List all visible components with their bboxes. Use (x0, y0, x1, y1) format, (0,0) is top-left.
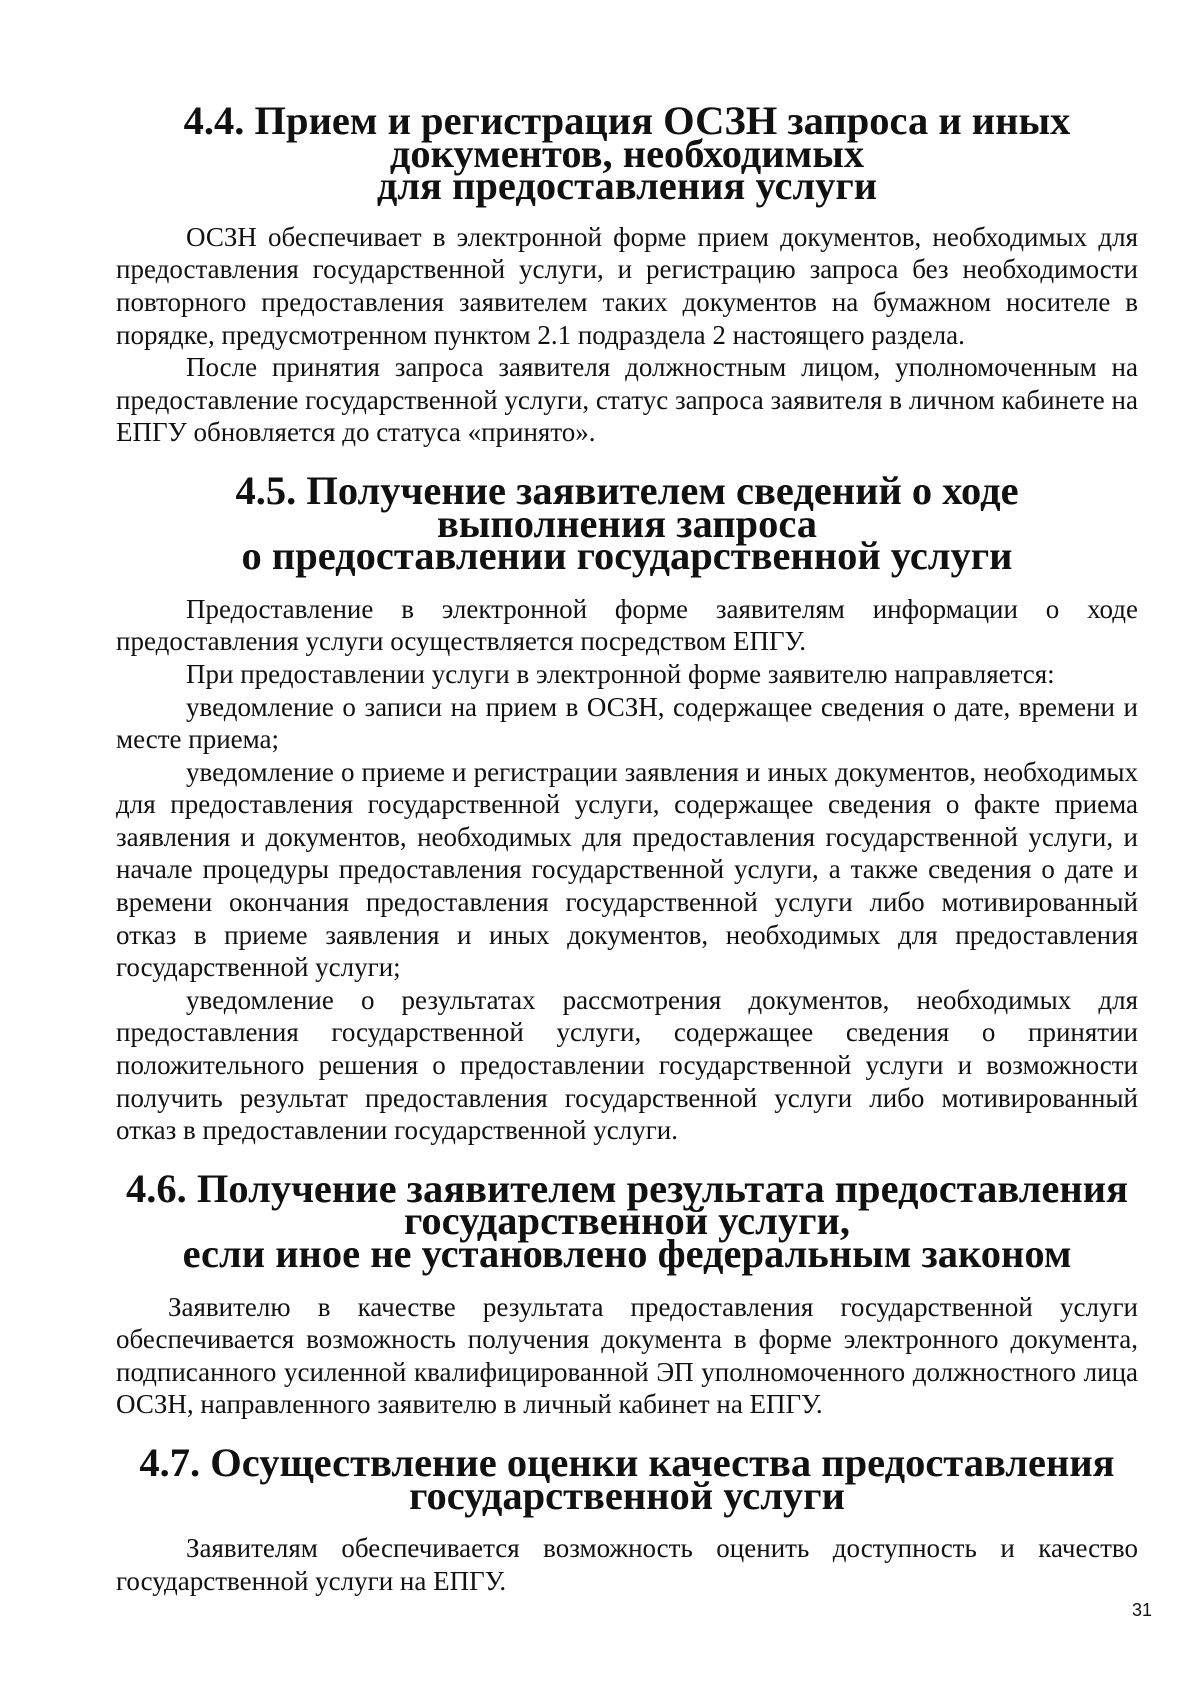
section-4-4-heading (116, 98, 1138, 209)
section-4-6-heading-line-1: 4.6. Получение заявителем результата предоставления государственной услуги, (126, 1165, 1128, 1244)
section-4-6-heading (116, 1165, 1138, 1276)
section-4-5-heading (116, 467, 1138, 579)
section-4-4-paragraph-2: После принятия запроса заявителя должностным лицом, уполномоченным на предоставление государственной услуги, статус запроса заявителя в личном кабинете на ЕПГУ обновляется до статуса «принято». (116, 352, 1138, 448)
section-4-5-heading-line-1: 4.5. Получение заявителем сведений о ходе выполнения запроса (235, 467, 1019, 546)
section-4-5-paragraph-4: уведомление о приеме и регистрации заявления и иных документов, необходимых для предоставления государственной услуги, содержащее сведения о факте приема заявления и документов, необходимых для предоставления государственной услуги, и начале процедуры предоставления государственной услуги, а также сведения о дате и времени окончания предоставления государственной услуги либо мотивированный отказ в приеме заявления и иных документов, необходимых для предоставления государственной услуги; (116, 756, 1138, 983)
section-4-5-paragraph-2: При предоставлении услуги в электронной форме заявителю направляется: (186, 658, 1055, 689)
section-4-6-heading-line-2: если иное не установлено федеральным законом (182, 1231, 1072, 1276)
section-4-5-heading-line-2: о предоставлении государственной услуги (241, 533, 1013, 579)
section-4-5-paragraph-3: уведомление о записи на прием в ОСЗН, содержащее сведения о дате, времени и месте приема; (116, 691, 1138, 755)
section-4-5-paragraph-1: Предоставление в электронной форме заявителям информации о ходе предоставления услуги осуществляется посредством ЕПГУ. (116, 593, 1138, 657)
page-number: 31 (1131, 1600, 1152, 1620)
section-4-4-paragraph-1: ОСЗН обеспечивает в электронной форме прием документов, необходимых для предоставления государственной услуги, и регистрацию запроса без необходимости повторного предоставления заявителем таких документов на бумажном носителе в порядке, предусмотренном пунктом 2.1 подраздела 2 настоящего раздела. (116, 221, 1138, 350)
section-4-7-heading-line-1: 4.7. Осуществление оценки качества предоставления государственной услуги (139, 1439, 1115, 1518)
section-4-5-paragraph-5: уведомление о результатах рассмотрения документов, необходимых для предоставления государственной услуги, содержащее сведения о принятии положительного решения о предоставлении государственной услуги и возможности получить результат предоставления государственной услуги либо мотивированный отказ в предоставлении государственной услуги. (116, 984, 1138, 1146)
section-4-4-heading-line-2: для предоставления услуги (376, 163, 878, 209)
section-4-6-paragraph-1: Заявителю в качестве результата предоставления государственной услуги обеспечивается возможность получения документа в форме электронного документа, подписанного усиленной квалифицированной ЭП уполномоченного должностного лица ОСЗН, направленного заявителю в личный кабинет на ЕПГУ. (116, 1291, 1138, 1420)
section-4-4-heading-line-1: 4.4. Прием и регистрация ОСЗН запроса и иных документов, необходимых (183, 98, 1071, 176)
section-4-7-heading (116, 1439, 1138, 1518)
section-4-7-paragraph-1: Заявителям обеспечивается возможность оценить доступность и качество государственной услуги на ЕПГУ. (116, 1533, 1138, 1596)
